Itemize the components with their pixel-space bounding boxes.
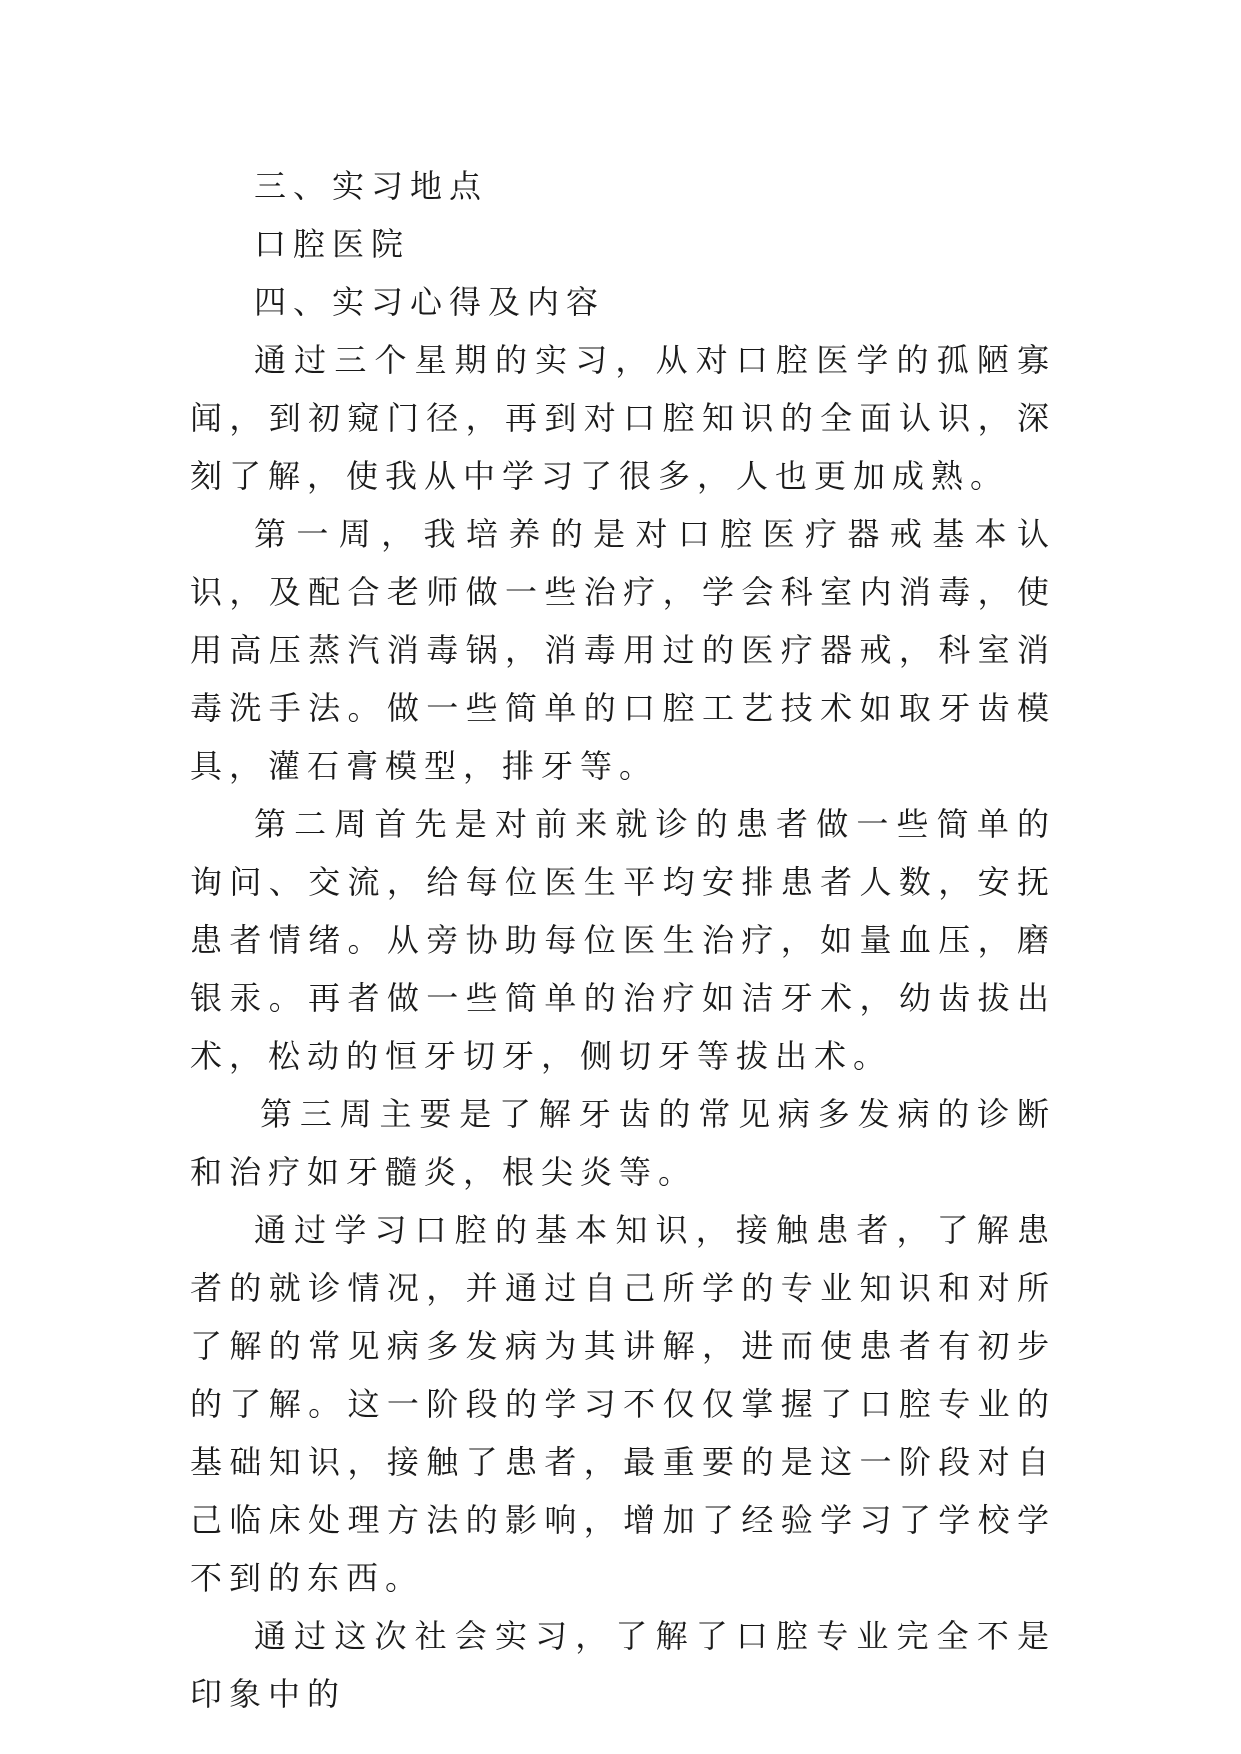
paragraph-learning: 通过学习口腔的基本知识，接触患者，了解患者的就诊情况，并通过自己所学的专业知识和对所了解的常见病多发病为其讲解，进而使患者有初步的了解。这一阶段的学习不仅仅掌握了口腔专业的基础知识，接触了患者，最重要的是这一阶段对自己临床处理方法的影响，增加了经验学习了学校学不到的东西。 bbox=[190, 1211, 1056, 1597]
location-text: 口腔医院 bbox=[254, 225, 411, 263]
paragraph-week-two: 第二周首先是对前来就诊的患者做一些简单的询问、交流，给每位医生平均安排患者人数，安抚患者情绪。从旁协助每位医生治疗，如量血压，磨银汞。再者做一些简单的治疗如洁牙术，幼齿拔出术，松动的恒牙切牙，侧切牙等拔出术。 bbox=[190, 805, 1056, 1075]
paragraph-conclusion: 通过这次社会实习，了解了口腔专业完全不是印象中的 bbox=[190, 1617, 1056, 1713]
document-body bbox=[190, 157, 1056, 1723]
paragraph-week-three: 第三周主要是了解牙齿的常见病多发病的诊断和治疗如牙髓炎，根尖炎等。 bbox=[190, 1095, 1056, 1191]
paragraph-intro: 通过三个星期的实习，从对口腔医学的孤陋寡闻，到初窥门径，再到对口腔知识的全面认识，深刻了解，使我从中学习了很多，人也更加成熟。 bbox=[190, 341, 1056, 495]
section-heading-experience: 四、实习心得及内容 bbox=[254, 283, 606, 321]
section-heading-location: 三、实习地点 bbox=[254, 167, 489, 205]
paragraph-week-one: 第一周，我培养的是对口腔医疗器戒基本认识，及配合老师做一些治疗，学会科室内消毒，使用高压蒸汽消毒锅，消毒用过的医疗器戒，科室消毒洗手法。做一些简单的口腔工艺技术如取牙齿模具，灌石膏模型，排牙等。 bbox=[190, 515, 1056, 785]
